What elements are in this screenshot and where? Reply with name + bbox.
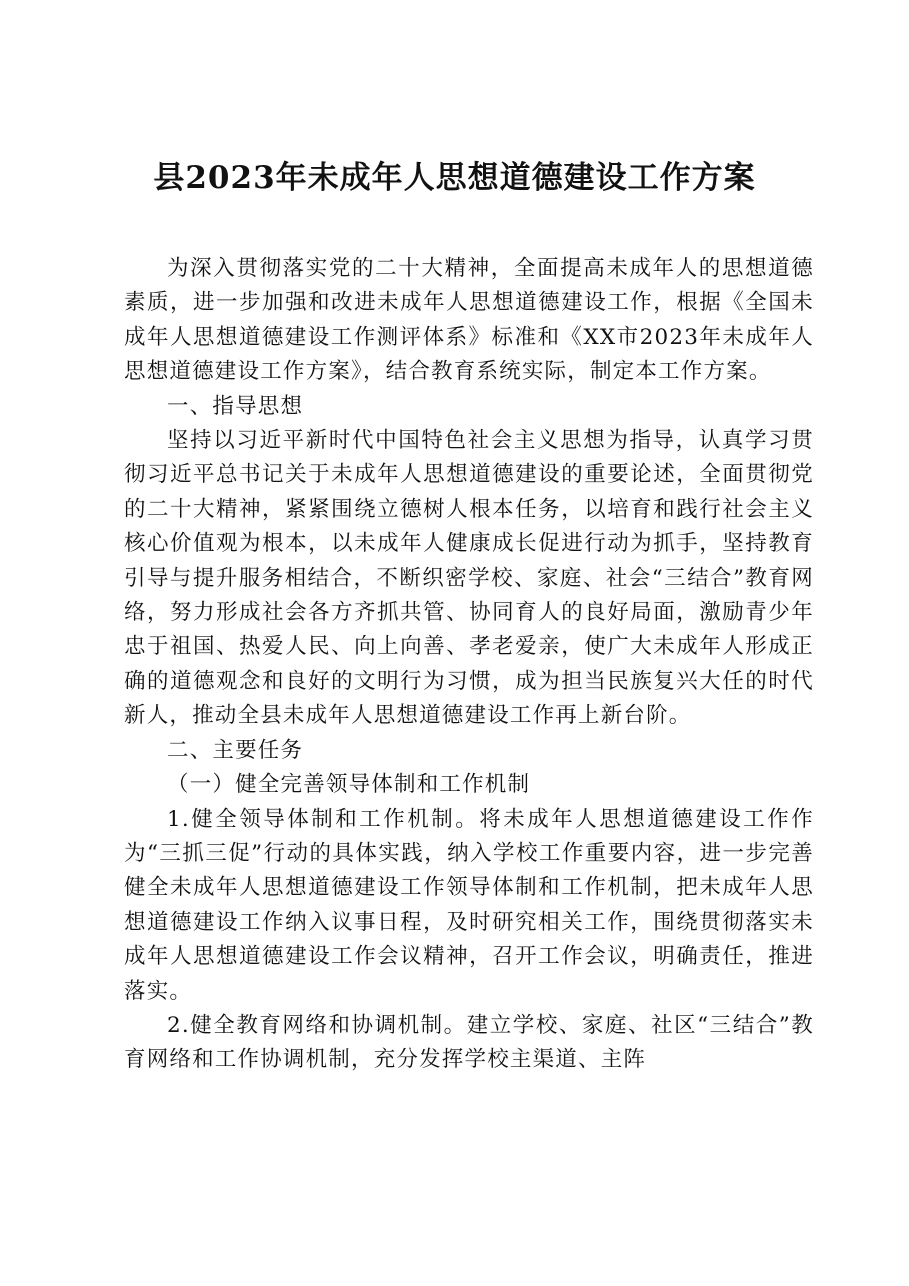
section-heading-main-tasks: 二、主要任务 bbox=[167, 737, 304, 763]
section-heading-guiding-ideology: 一、指导思想 bbox=[167, 393, 304, 419]
guiding-ideology-paragraph: 坚持以习近平新时代中国特色社会主义思想为指导，认真学习贯彻习近平总书记关于未成年人思想道德建设的重要论述，全面贯彻党的二十大精神，紧紧围绕立德树人根本任务，以培育和践行社会主义核心价值观为根本，以未成年人健康成长促进行动为抓手，坚持教育引导与提升服务相结合，不断织密学校、家庭、社会“三结合”教育网络，努力形成社会各方齐抓共管、协同育人的良好局面，激励青少年忠于祖国、热爱人民、向上向善、孝老爱亲，使广大未成年人形成正确的道德观念和良好的文明行为习惯，成为担当民族复兴大任的时代新人，推动全县未成年人思想道德建设工作再上新台阶。 bbox=[124, 428, 814, 729]
task-item-1: 1.健全领导体制和工作机制。将未成年人思想道德建设工作作为“三抓三促”行动的具体实践，纳入学校工作重要内容，进一步完善健全未成年人思想道德建设工作领导体制和工作机制，把未成年人思想道德建设工作纳入议事日程，及时研究相关工作，围绕贯彻落实未成年人思想道德建设工作会议精神，召开工作会议，明确责任，推进落实。 bbox=[124, 806, 814, 1004]
task-item-2: 2.健全教育网络和协调机制。建立学校、家庭、社区“三结合”教育网络和工作协调机制，充分发挥学校主渠道、主阵 bbox=[124, 1012, 814, 1073]
document-title: 县2023年未成年人思想道德建设工作方案 bbox=[153, 160, 756, 196]
subsection-heading-leadership: （一）健全完善领导体制和工作机制 bbox=[167, 772, 531, 798]
intro-paragraph: 为深入贯彻落实党的二十大精神，全面提高未成年人的思想道德素质，进一步加强和改进未成年人思想道德建设工作，根据《全国未成年人思想道德建设工作测评体系》标准和《XX市2023年未成年人思想道德建设工作方案》，结合教育系统实际，制定本工作方案。 bbox=[124, 256, 814, 385]
document-body bbox=[124, 252, 814, 1078]
